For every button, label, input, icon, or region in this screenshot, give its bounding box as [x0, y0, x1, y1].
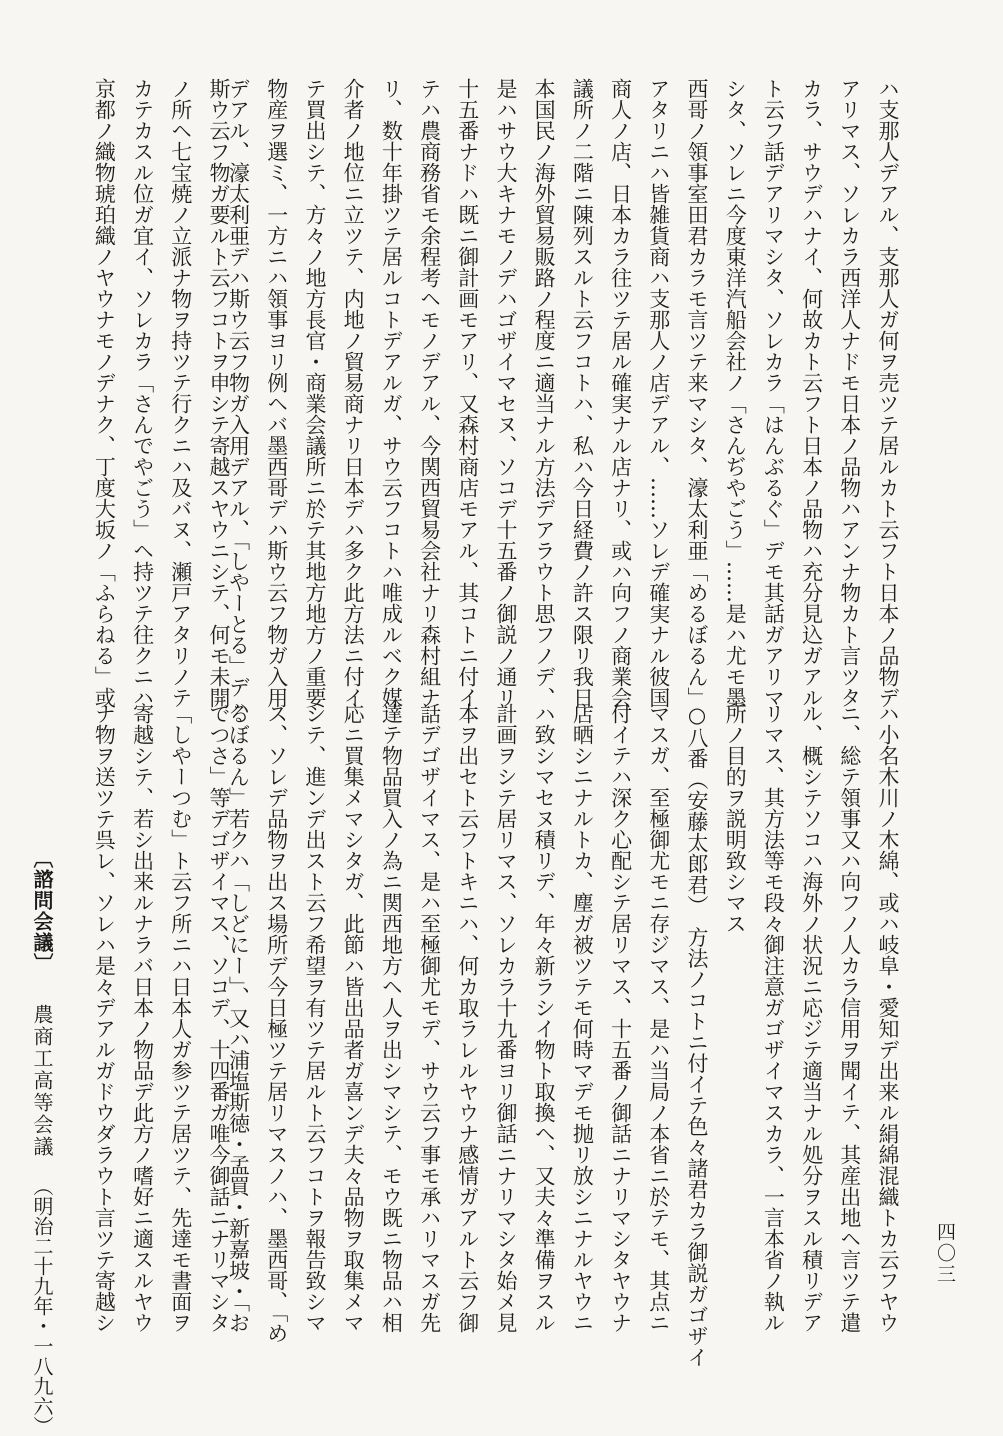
text-line: ハ致シマセヌ積リデ、年々新ラシイ物ト取換ヘ、又夫々準備ヲスル [532, 703, 557, 1333]
text-line: アタリニハ皆雑貨商ハ支那人ノ店デアル、……ソレデ確実ナル彼国 [646, 78, 671, 708]
left-lower-text-block [80, 703, 238, 1343]
text-line: ス、ソレデ品物ヲ出ス場所デ今日極ツテ居リマスノハ、墨西哥、「め [264, 703, 289, 1344]
text-line: アリマス、ソレカラ西洋人ナドモ日本ノ品物ハアンナ物カト言ツタ [837, 78, 862, 708]
text-line: 店晒シニナルトカ、塵ガ被ツテモ何時マデモ抛リ放シニナルヤウニ [570, 703, 595, 1333]
text-line: ハ小名木川ノ木綿、或ハ岐阜・愛知デ出来ル絹綿混織トカ云フヤウ [876, 703, 900, 1333]
text-line: 本ヲ出セト云フトキニハ、何カ取ラレルヤウナ感情ガアルト云フ御 [455, 703, 480, 1333]
upper-text-block [226, 78, 907, 719]
text-line: ニ、総テ領事又ハ向フノ人カラ信用ヲ聞イテ、其産出地ヘ言ツテ遣 [837, 703, 862, 1333]
text-line: 物産ヲ選ミ、一方ニハ領事ヨリ例ヘバ墨西哥デハ斯ウ云フ物ガ入用 [264, 78, 289, 708]
text-line: リマス、其方法等モ段々御注意ガゴザイマスカラ、一言本省ノ執ル [761, 703, 786, 1333]
text-line: 議所ノ二階ニ陳列スルト云フコトハ、私ハ今日経費ノ許ス限リ我日 [570, 78, 595, 708]
page-number: 四〇三 [934, 1222, 956, 1285]
left-upper-text-block [80, 78, 238, 708]
text-line: 応ニ買集メマシタガ、此節ハ皆出品者ガ喜ンデ夫々品物ヲ取集メマ [341, 703, 366, 1333]
speaker-line: ○八番（安藤太郎君） 方法ノコトニ付イテ色々諸君カラ御説ガゴザイ [684, 703, 709, 1368]
text-line: マスガ、至極御尤モニ存ジマス、是ハ当局ノ本省ニ於テモ、其点ニ [646, 703, 671, 1333]
text-line: るぼるん」若クハ「しどにー」、又ハ浦塩斯徳・孟買・新嘉坡・「お [226, 703, 251, 1333]
text-line: シテ、進ンデ出スト云フ希望ヲ有ツテ居ルト云フコトヲ報告致シマ [302, 703, 327, 1333]
text-line: 所ノ目的ヲ説明致シマス [723, 703, 748, 934]
text-line: ハ支那人デアル、支那人ガ何ヲ売ツテ居ルカト云フト日本ノ品物デ [876, 78, 900, 708]
text-line: リ、数十年掛ツテ居ルコトデアルガ、サウ云フコトハ唯成ルベク媒 [379, 78, 404, 708]
text-line: 話デゴザイマス、是ハ至極御尤モデ、サウ云フ事モ承ハリマスガ先 [417, 703, 442, 1333]
text-line: シタ、ソレニ今度東洋汽船会社ノ「さんぢやごう」……是ハ尤モ墨 [723, 78, 748, 708]
text-line: 付イテハ深ク心配シテ居リマス、十五番ノ御話ニナリマシタヤウナ [608, 703, 633, 1333]
text-line: 「しやーつむ」ト云フ所ニハ日本人ガ参ツテ居ツテ、先達モ書面ヲ [168, 703, 193, 1333]
text-line: カテカスル位ガ宜イ、ソレカラ「さんでやごう」ヘ持ツテ往クニハ [130, 78, 155, 708]
text-line: デアル、濠太利亜デハ斯ウ云フ物ガ入用デアル、「しやーとる」デハ [226, 78, 251, 719]
text-line: ノ所ヘ七宝焼ノ立派ナ物ヲ持ツテ行クニハ及バヌ、瀬戸アタリノテ [168, 78, 193, 708]
text-line: ル、概シテソコハ海外ノ状況ニ応ジテ適当ナル処分ヲスル積リデア [799, 703, 824, 1333]
text-line: 十五番ナドハ既ニ御計画モアリ、又森村商店モアル、其コトニ付イ [455, 78, 480, 708]
text-line: 達テ物品買入ノ為ニ関西地方ヘ人ヲ出シマシテ、モウ既ニ物品ハ相 [379, 703, 404, 1333]
text-line: テ買出シテ、方々ノ地方長官・商業会議所ニ於テ其地方地方ノ重要 [302, 78, 327, 708]
text-line: テハ農商務省モ余程考ヘモノデアル、今関西貿易会社ナリ森村組ナ [417, 78, 442, 708]
text-line: カラ、サウデハナイ、何故カト云フト日本ノ品物ハ充分見込ガアル [799, 78, 824, 708]
header-category: 〔諮問会議〕 [30, 848, 54, 974]
header-year: （明治二十九年・一八九六） [30, 1176, 54, 1436]
text-line: 斯ウ云フ物ガ要ルト云フコトヲ申シテ寄越スヤウニシテ、何モ未開 [207, 78, 231, 708]
text-line: 計画ヲシテ居リマス、ソレカラ十九番ヨリ御話ニナリマシタ始メ見 [493, 703, 518, 1333]
text-line: 介者ノ地位ニ立ツテ、内地ノ貿易商ナリ日本デハ多ク此方法ニ付イ [341, 78, 366, 708]
lower-text-block [226, 703, 907, 1368]
text-line: 西哥ノ領事室田君カラモ言ツテ来マシタ、濠太利亜「めるぼるん」 [684, 78, 709, 708]
text-line: でつさ」等デゴザイマス、ソコデ、十四番ガ唯今御話ニナリマシタ [207, 703, 231, 1333]
text-line: ト云フ話デアリマシタ、ソレカラ「はんぶるぐ」デモ其話ガアリマ [761, 78, 786, 708]
text-line: 商人ノ店、日本カラ往ツテ居ル確実ナル店ナリ、或ハ向フノ商業会 [608, 78, 633, 708]
text-line: 寄越シテ、若シ出来ルナラバ日本ノ物品デ此方ノ嗜好ニ適スルヤウ [130, 703, 155, 1333]
text-line: 本国民ノ海外貿易販路ノ程度ニ適当ナル方法デアラウト思フノデ、 [532, 78, 557, 708]
text-line: 京都ノ織物琥珀織ノヤウナモノデナク、丁度大坂ノ「ふらねる」或 [92, 78, 117, 708]
running-header [30, 848, 54, 1436]
header-title: 農商工高等会議 [30, 1004, 54, 1158]
text-line: 是ハサウ大キナモノデハゴザイマセヌ、ソコデ十五番ノ御説ノ通リ [493, 78, 518, 708]
text-line: ナ物ヲ送ツテ呉レ、ソレハ是々デアルガドウダラウト言ツテ寄越シ [92, 703, 117, 1333]
